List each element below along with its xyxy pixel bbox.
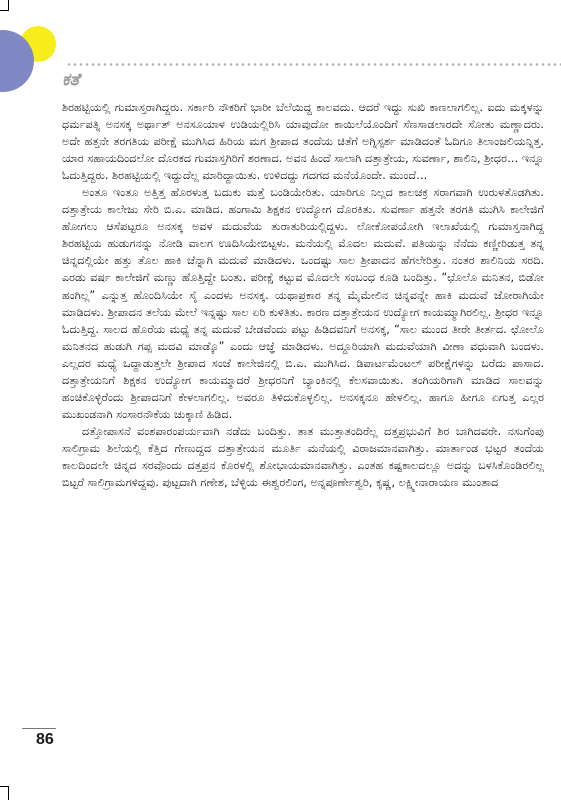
section-label: ಕತೆ (62, 70, 80, 90)
paragraph: ಶಿರಹಟ್ಟಿಯಲ್ಲಿ ಗುಮಾಸ್ತರಾಗಿದ್ದರು. ಸರ್ಕಾರಿ ನೌಕರಿಗೆ ಭಾರೀ ಬೆಲೆಯಿದ್ದ ಕಾಲವದು. ಆದರೆ ಇದ್ದು ಸುಖಿ ಕಾಣಲಾಗಲಿಲ್ಲ. ಐದು ಮಕ್ಕಳನ್ನು ಧರ್ಮಪತ್ನಿ ಅನಸಕ್ಕ ಅರ್ಥಾತ್ ಅನಸೂಯಾಳ ಉಡಿಯಲ್ಲಿರಿಸಿ ಯಾವುದೋ ಕಾಯಿಲೆಯೊಂದಿಗೆ ಸೆಣಸಾಡಲಾರದೇ ಸೋತು ಮಣ್ಣಾದರು. ಅದೇ ಹತ್ತನೇ ತರಗತಿಯ ಪರೀಕ್ಷೆ ಮುಗಿಸಿದ ಹಿರಿಯ ಮಗ ಶ್ರೀಪಾದ ತಂದೆಯ ಚಿತೆಗೆ ಅಗ್ನಿಸ್ಪರ್ಶ ಮಾಡಿದಂತೆ ಓದಿಗೂ ತಿಲಾಂಜಲಿಯನ್ನಿತ್ತ. ಯಾರ ಸಹಾಯದಿಂದಲೋ ದೊರಕದ ಗುಮಾಸ್ತಗಿರಿಗೆ ಶರಣಾದ. ಅವನ ಹಿಂದೆ ಸಾಲಾಗಿ ದತ್ತಾತ್ರೇಯ, ಸುವರ್ಣಾ, ಶಾಲಿನಿ, ಶ್ರೀಧರ… ಇನ್ನೂ ಓದುತ್ತಿದ್ದರು. ಶಿರಹಟ್ಟಿಯಲ್ಲಿ ಇದ್ದುದೆಲ್ಲ ಮಾರಿದ್ದಾಯಿತು. ಉಳಿದದ್ದು ಗದಗದ ಮನೆಯೊಂದೇ. ಮುಂದೆ… (62, 101, 544, 183)
crop-mark-top-left-h (0, 10, 9, 11)
dotted-header-rule (66, 63, 561, 66)
page-number-rule (22, 728, 56, 729)
paragraph: ಅಂತೂ ಇಂತೂ ಅತ್ತಿತ್ತ ಹೊರಳುತ್ತ ಬದುಕು ಮತ್ತೆ ಬಂಡಿಯೇರಿತು. ಯಾರಿಗೂ ನಿಲ್ಲದ ಕಾಲಚಕ್ರ ಸರಾಗವಾಗಿ ಉರುಳತೊಡಗಿತು. ದತ್ತಾತ್ರೇಯ ಕಾಲೇಜು ಸೇರಿ ಬಿ.ಎ. ಮಾಡಿದ. ಹಂಗಾಮಿ ಶಿಕ್ಷಕನ ಉದ್ಯೋಗ ದೊರಕಿತು. ಸುವರ್ಣಾ ಹತ್ತನೇ ತರಗತಿ ಮುಗಿಸಿ ಕಾಲೇಜಿಗೆ ಹೋಗಲು ಆಸೆಪಟ್ಟರೂ ಅನಸಕ್ಕ ಅವಳ ಮದುವೆಯ ತುರಾತುರಿಯಲ್ಲಿದ್ದಳು. ಲೋಕೋಪಯೋಗಿ ಇಲಾಖೆಯಲ್ಲಿ ಗುಮಾಸ್ತನಾಗಿದ್ದ ಶಿರಹಟ್ಟಿಯ ಹುಡುಗನನ್ನು ನೋಡಿ ವಾಲಗ ಊದಿಸಿಯೇಬಿಟ್ಟಳು. ಮನೆಯಲ್ಲಿ ಮೊದಲ ಮದುವೆ. ಪತಿಯನ್ನು ನೆನೆದು ಕಣ್ಣೀರಿಡುತ್ತ ತನ್ನ ಚಿನ್ನದಲ್ಲಿಯೇ ಹತ್ತು ತೊಲ ಹಾಕಿ ಚೆನ್ನಾಗಿ ಮದುವೆ ಮಾಡಿದಳು. ಒಂದಷ್ಟು ಸಾಲ ಶ್ರೀಪಾದನ ಹೆಗಲೇರಿತ್ತು. ನಂತರ ಶಾಲಿನಿಯ ಸರದಿ. ಎರಡು ವರ್ಷ ಕಾಲೇಜಿಗೆ ಮಣ್ಣು ಹೊತ್ತಿದ್ದೇ ಬಂತು. ಪರೀಕ್ಷೆ ಕಟ್ಟುವ ಮೊದಲೇ ಸಂಬಂಧ ಕೂಡಿ ಬಂದಿತ್ತು. “ಛೊಲೊ ಮನಿತನ, ಬಿಡೋ ಹಂಗಿಲ್ಲ” ಎನ್ನುತ್ತ ಹೊಂದಿಸಿಯೇ ಸೈ ಎಂದಳು ಅನಸಕ್ಕ. ಯಥಾಪ್ರಕಾರ ತನ್ನ ಮೈಮೇಲಿನ ಚಿನ್ನವನ್ನೇ ಹಾಕಿ ಮದುವೆ ಜೋರಾಗಿಯೇ ಮಾಡಿದಳು. ಶ್ರೀಪಾದನ ತಲೆಯ ಮೇಲೆ ಇನ್ನಷ್ಟು ಸಾಲ ಏರಿ ಕುಳಿತಿತು. ಕಾರಣ ದತ್ತಾತ್ರೇಯನ ಉದ್ಯೋಗ ಕಾಯಮ್ಮಾಗಿರಲಿಲ್ಲ. ಶ್ರೀಧರ ಇನ್ನೂ ಓದುತ್ತಿದ್ದ. ಸಾಲದ ಹೊರೆಯ ಮಧ್ಯೆ ತನ್ನ ಮದುವೆ ಬೇಡವೆಂದು ಪಟ್ಟು ಹಿಡಿದವನಿಗೆ ಅನಸಕ್ಕ, “ಸಾಲ ಮುಂದ ತೀರೇ ತೀರ್ತದ. ಛೋಲೊ ಮನಿತನದ ಹುಡುಗಿ ಗಪ್ಪ ಮದವಿ ಮಾಡ್ಕೊ” ಎಂದು ಆಜ್ಞೆ ಮಾಡಿದಳು. ಅದ್ದೂರಿಯಾಗಿ ಮದುವೆಯಾಗಿ ವೀಣಾ ವಧುವಾಗಿ ಬಂದಳು. ಎಲ್ಲದರ ಮಧ್ಯೆ ಒದ್ದಾಡುತ್ತಲೇ ಶ್ರೀಪಾದ ಸಂಜೆ ಕಾಲೇಜಿನಲ್ಲಿ ಬಿ.ಎ. ಮುಗಿಸಿದ. ಡಿಪಾರ್ಟಮೆಂಟಲ್ ಪರೀಕ್ಷೆಗಳನ್ನು ಬರೆದು ಪಾಸಾದ. ದತ್ತಾತ್ರೇಯನಿಗೆ ಶಿಕ್ಷಕನ ಉದ್ಯೋಗ ಕಾಯಮ್ಮಾದರೆ ಶ್ರೀಧರನಿಗೆ ಬ್ಯಾಂಕಿನಲ್ಲಿ ಕೆಲಸವಾಯಿತು. ತಂಗಿಯರಿಗಾಗಿ ಮಾಡಿದ ಸಾಲವನ್ನು ಹಂಚಿಕೊಳ್ಳಿರೆಂದು ಶ್ರೀಪಾದನಿಗೆ ಕೇಳಲಾಗಲಿಲ್ಲ. ಅವರೂ ತಿಳಿದುಕೊಳ್ಳಲಿಲ್ಲ. ಅನಸಕ್ಕನೂ ಹೇಳಲಿಲ್ಲ. ಹಾಗೂ ಹೀಗೂ ಏಗುತ್ತ ಎಲ್ಲರ ಮುಖಂಡನಾಗಿ ಸಂಸಾರನೌಕೆಯ ಚುಕ್ಕಾಣಿ ಹಿಡಿದ. (62, 186, 544, 421)
crop-mark-bottom-left-h (0, 786, 9, 787)
page-number: 86 (36, 731, 54, 748)
crop-mark-bottom-left-v (8, 786, 9, 800)
paragraph: ದತ್ತೋಪಾಸನೆ ವಂಶಪಾರಂಪರ್ಯವಾಗಿ ನಡೆದು ಬಂದಿತ್ತು. ತಾತ ಮುತ್ತಾತಂದಿರೆಲ್ಲ ದತ್ತಪ್ರಭುವಿಗೆ ಶಿರ ಬಾಗಿದವರೇ. ನಸುಗೆಂಪು ಸಾಲಿಗ್ರಾಮ ಶಿಲೆಯಲ್ಲಿ ಕೆತ್ತಿದ ಗೇಣುದ್ದದ ದತ್ತಾತ್ರೇಯನ ಮೂರ್ತಿ ಮನೆಯಲ್ಲಿ ವಿರಾಜಮಾನವಾಗಿತ್ತು. ಮಾರ್ತಾಂಡ ಭಟ್ಟರ ತಂದೆಯ ಕಾಲದಿಂದಲೇ ಚಿನ್ನದ ಸರವೊಂದು ದತ್ತಪ್ರನ ಕೊರಳಲ್ಲಿ ಶೋಭಾಯಮಾನವಾಗಿತ್ತು. ಎಂತಹ ಕಷ್ಟಕಾಲದಲ್ಲೂ ಅದನ್ನು ಬಳಸಿಕೊಂಡಿರಲಿಲ್ಲ ಬಿಟ್ಟರೆ ಸಾಲಿಗ್ರಾಮಗಳಿದ್ದವು. ಪುಟ್ಟದಾಗಿ ಗಣೇಶ, ಬೆಳ್ಳಿಯ ಈಶ್ವರಲಿಂಗ, ಅನ್ನಪೂರ್ಣೇಶ್ವರಿ, ಕೃಷ್ಣ, ಲಕ್ಷ್ಮೀನಾರಾಯಣ ಮುಂತಾದ (62, 424, 544, 490)
crop-mark-top-left-v (8, 0, 9, 10)
article-body (62, 99, 544, 491)
